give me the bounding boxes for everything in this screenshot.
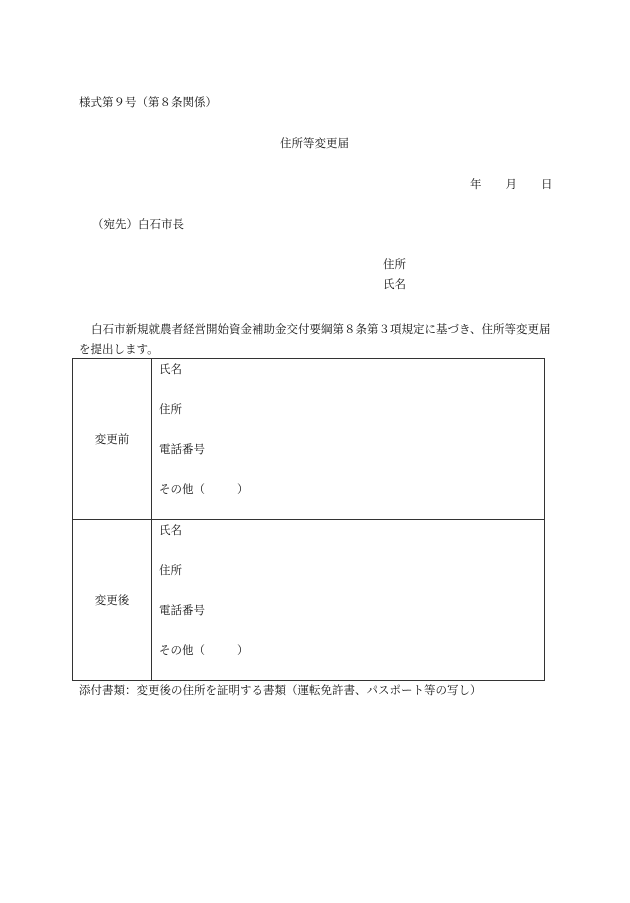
form-number: 様式第９号（第８条関係）: [79, 95, 217, 109]
after-other-open: その他（: [159, 643, 205, 657]
after-fields: [152, 520, 545, 681]
before-address-field: 住所: [159, 402, 182, 416]
before-label: 変更前: [73, 359, 152, 520]
applicant-address-label: 住所: [383, 257, 406, 271]
addressee: （宛先）白石市長: [92, 217, 184, 231]
before-fields: [152, 359, 545, 520]
body-text: 白石市新規就農者経営開始資金補助金交付要綱第８条第３項規定に基づき、住所等変更届を提出します。: [79, 322, 551, 356]
date-month-label: 月: [505, 177, 517, 191]
before-row: [73, 359, 545, 520]
change-table: [72, 358, 545, 681]
document-title: 住所等変更届: [280, 136, 349, 150]
applicant-name-label: 氏名: [383, 277, 406, 291]
after-other-close: ）: [237, 643, 249, 657]
after-phone-field: 電話番号: [159, 603, 205, 617]
before-other-open: その他（: [159, 482, 205, 496]
after-other-field: [159, 645, 249, 657]
date-line: [470, 179, 553, 191]
before-other-field: [159, 484, 249, 496]
after-name-field: 氏名: [159, 523, 182, 537]
attachment-note: 添付書類：変更後の住所を証明する書類（運転免許書、パスポート等の写し）: [79, 683, 482, 697]
before-phone-field: 電話番号: [159, 442, 205, 456]
before-name-field: 氏名: [159, 362, 182, 376]
date-year-label: 年: [470, 177, 482, 191]
date-day-label: 日: [541, 177, 553, 191]
after-label: 変更後: [73, 520, 152, 681]
after-row: [73, 520, 545, 681]
before-other-close: ）: [237, 482, 249, 496]
after-address-field: 住所: [159, 563, 182, 577]
